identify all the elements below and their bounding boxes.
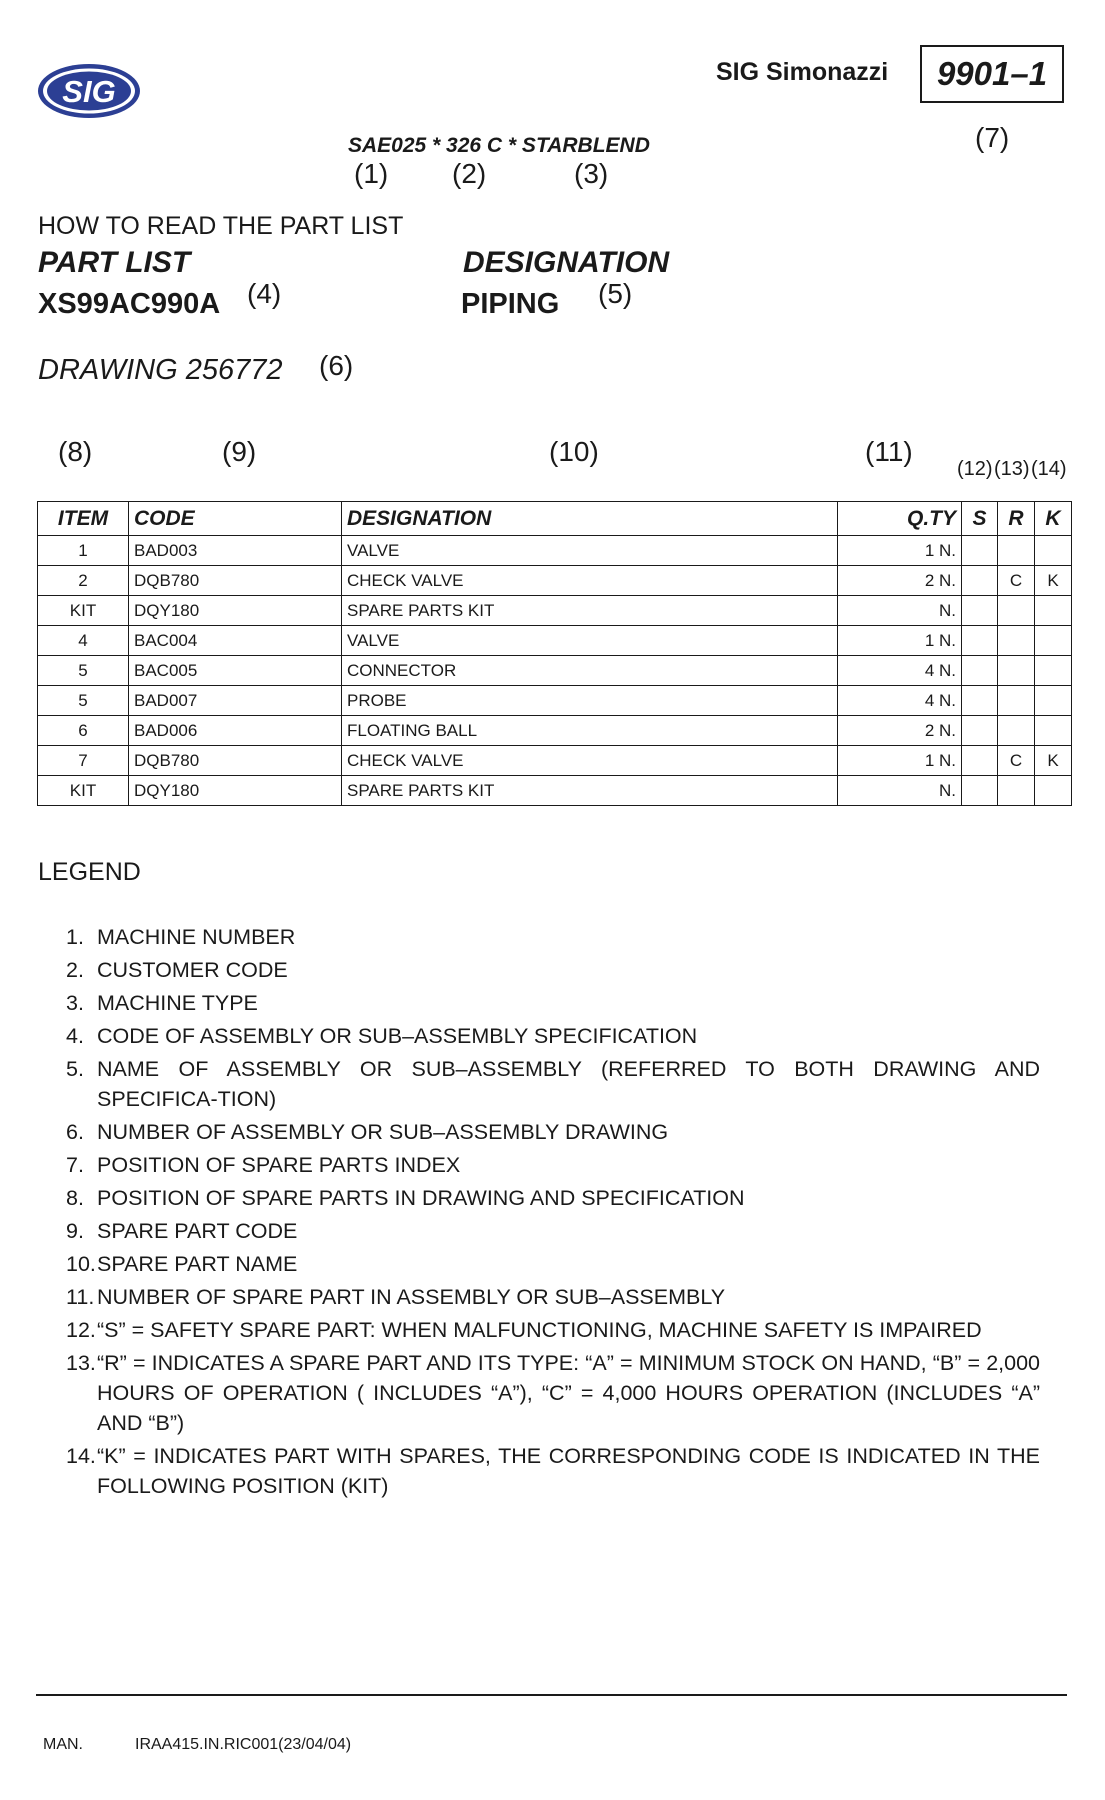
- legend-item: [66, 1282, 1040, 1312]
- legend-item-number: 2.: [66, 958, 84, 982]
- legend-title: LEGEND: [38, 858, 141, 886]
- cell-s: [962, 716, 998, 746]
- part-list-label: PART LIST: [38, 246, 191, 279]
- cell-s: [962, 656, 998, 686]
- legend-item: [66, 1216, 1040, 1246]
- table-row: [38, 536, 1072, 566]
- cell-item: KIT: [38, 776, 129, 806]
- legend-item-text: “R” = INDICATES A SPARE PART AND ITS TYPE: “A” = MINIMUM STOCK ON HAND, “B” = 2,000 HOURS OF OPERATION ( INCLUDES “A”), “C” = 4,000 HOURS OPERATION (INCLUDES “A” AND “B”): [97, 1351, 1040, 1435]
- legend-item-text: MACHINE TYPE: [97, 991, 258, 1015]
- cell-designation: CONNECTOR: [342, 656, 838, 686]
- marker-2: (2): [452, 158, 487, 189]
- cell-r: [998, 596, 1035, 626]
- legend-item-number: 4.: [66, 1024, 84, 1048]
- table-row: [38, 566, 1072, 596]
- marker-9: (9): [222, 436, 257, 467]
- cell-designation: PROBE: [342, 686, 838, 716]
- cell-r: [998, 716, 1035, 746]
- legend-item-text: POSITION OF SPARE PARTS IN DRAWING AND SPECIFICATION: [97, 1186, 745, 1210]
- cell-k: K: [1035, 746, 1072, 776]
- company-name: SIG Simonazzi: [716, 58, 889, 86]
- cell-qty: 2 N.: [838, 716, 962, 746]
- drawing-number: DRAWING 256772: [38, 354, 283, 386]
- footer-doc-code: IRAA415.IN.RIC001(23/04/04): [135, 1736, 352, 1753]
- designation-value: PIPING: [461, 288, 560, 320]
- legend-item-number: 3.: [66, 991, 84, 1015]
- cell-code: BAC005: [129, 656, 342, 686]
- cell-item: 5: [38, 686, 129, 716]
- legend-item-number: 6.: [66, 1120, 84, 1144]
- legend-item-text: POSITION OF SPARE PARTS INDEX: [97, 1153, 461, 1177]
- cell-item: 7: [38, 746, 129, 776]
- marker-12: (12): [957, 458, 993, 480]
- legend-item-number: 10.: [66, 1252, 96, 1276]
- table-row: [38, 596, 1072, 626]
- cell-qty: 1 N.: [838, 626, 962, 656]
- marker-5: (5): [598, 278, 633, 309]
- cell-qty: 1 N.: [838, 536, 962, 566]
- parts-table: [37, 501, 1072, 806]
- designation-label: DESIGNATION: [463, 246, 670, 279]
- legend-item-text: “S” = SAFETY SPARE PART: WHEN MALFUNCTIONING, MACHINE SAFETY IS IMPAIRED: [97, 1318, 982, 1342]
- cell-k: [1035, 536, 1072, 566]
- legend-item: [66, 1117, 1040, 1147]
- legend-item-text: SPARE PART CODE: [97, 1219, 298, 1243]
- table-row: [38, 776, 1072, 806]
- cell-qty: 1 N.: [838, 746, 962, 776]
- table-row: [38, 626, 1072, 656]
- cell-qty: 4 N.: [838, 656, 962, 686]
- sig-logo: [36, 62, 142, 120]
- cell-k: [1035, 626, 1072, 656]
- cell-s: [962, 626, 998, 656]
- marker-11: (11): [865, 436, 913, 467]
- cell-qty: N.: [838, 596, 962, 626]
- legend-item-number: 8.: [66, 1186, 84, 1210]
- table-header-row: [38, 502, 1072, 536]
- cell-code: BAC004: [129, 626, 342, 656]
- marker-6: (6): [319, 350, 354, 381]
- legend-item-number: 11.: [66, 1285, 95, 1309]
- cell-item: 5: [38, 656, 129, 686]
- marker-7: (7): [975, 122, 1010, 153]
- cell-s: [962, 746, 998, 776]
- marker-1: (1): [354, 158, 389, 189]
- marker-8: (8): [58, 436, 93, 467]
- cell-k: [1035, 596, 1072, 626]
- cell-item: 2: [38, 566, 129, 596]
- legend-item-number: 12.: [66, 1318, 96, 1342]
- marker-3: (3): [574, 158, 609, 189]
- cell-code: DQB780: [129, 746, 342, 776]
- legend-item: [66, 1315, 1040, 1345]
- part-list-code: XS99AC990A: [38, 288, 221, 320]
- legend-item-text: MACHINE NUMBER: [97, 925, 296, 949]
- cell-r: [998, 536, 1035, 566]
- cell-designation: SPARE PARTS KIT: [342, 776, 838, 806]
- cell-item: 6: [38, 716, 129, 746]
- logo-text: SIG: [62, 74, 116, 109]
- legend-item-number: 7.: [66, 1153, 84, 1177]
- cell-code: DQB780: [129, 566, 342, 596]
- cell-r: [998, 626, 1035, 656]
- legend-item-number: 13.: [66, 1351, 96, 1375]
- cell-s: [962, 686, 998, 716]
- cell-designation: CHECK VALVE: [342, 566, 838, 596]
- header-designation: DESIGNATION: [342, 502, 838, 536]
- cell-designation: CHECK VALVE: [342, 746, 838, 776]
- how-to-heading: HOW TO READ THE PART LIST: [38, 212, 404, 240]
- cell-code: DQY180: [129, 596, 342, 626]
- table-row: [38, 656, 1072, 686]
- legend-item: [66, 1441, 1040, 1501]
- machine-line: SAE025 * 326 C * STARBLEND: [348, 134, 650, 157]
- legend-item-text: “K” = INDICATES PART WITH SPARES, THE CORRESPONDING CODE IS INDICATED IN THE FOLLOWING POSITION (KIT): [97, 1444, 1040, 1498]
- cell-s: [962, 536, 998, 566]
- cell-k: [1035, 776, 1072, 806]
- cell-item: 1: [38, 536, 129, 566]
- header-k: K: [1035, 502, 1072, 536]
- legend-item: [66, 1183, 1040, 1213]
- cell-s: [962, 596, 998, 626]
- legend-item: [66, 1249, 1040, 1279]
- legend-item: [66, 1054, 1040, 1114]
- cell-code: BAD006: [129, 716, 342, 746]
- cell-code: BAD003: [129, 536, 342, 566]
- cell-r: [998, 656, 1035, 686]
- marker-13: (13): [994, 458, 1030, 480]
- legend-item: [66, 955, 1040, 985]
- legend-item: [66, 1021, 1040, 1051]
- table-row: [38, 716, 1072, 746]
- cell-k: K: [1035, 566, 1072, 596]
- legend-item: [66, 1348, 1040, 1438]
- header-r: R: [998, 502, 1035, 536]
- cell-qty: 4 N.: [838, 686, 962, 716]
- cell-k: [1035, 656, 1072, 686]
- legend-item: [66, 988, 1040, 1018]
- legend-item: [66, 922, 1040, 952]
- cell-r: C: [998, 566, 1035, 596]
- legend-item-text: CODE OF ASSEMBLY OR SUB–ASSEMBLY SPECIFICATION: [97, 1024, 698, 1048]
- marker-14: (14): [1031, 458, 1067, 480]
- legend-list: [66, 922, 1040, 1504]
- cell-qty: N.: [838, 776, 962, 806]
- cell-designation: FLOATING BALL: [342, 716, 838, 746]
- cell-designation: VALVE: [342, 536, 838, 566]
- cell-r: [998, 776, 1035, 806]
- cell-k: [1035, 686, 1072, 716]
- marker-10: (10): [549, 436, 599, 467]
- legend-item-number: 14.: [66, 1444, 96, 1468]
- header-s: S: [962, 502, 998, 536]
- footer-man: MAN.: [43, 1736, 83, 1753]
- legend-item-text: SPARE PART NAME: [97, 1252, 298, 1276]
- table-row: [38, 746, 1072, 776]
- cell-code: DQY180: [129, 776, 342, 806]
- cell-designation: VALVE: [342, 626, 838, 656]
- cell-r: C: [998, 746, 1035, 776]
- marker-4: (4): [247, 278, 282, 309]
- page-number-box: 9901–1: [920, 45, 1064, 103]
- header-qty: Q.TY: [838, 502, 962, 536]
- cell-k: [1035, 716, 1072, 746]
- legend-item-text: NUMBER OF ASSEMBLY OR SUB–ASSEMBLY DRAWING: [97, 1120, 669, 1144]
- legend-item-number: 5.: [66, 1057, 84, 1081]
- cell-r: [998, 686, 1035, 716]
- cell-item: 4: [38, 626, 129, 656]
- cell-s: [962, 776, 998, 806]
- legend-item-text: CUSTOMER CODE: [97, 958, 288, 982]
- cell-item: KIT: [38, 596, 129, 626]
- footer-divider: [36, 1694, 1067, 1696]
- cell-qty: 2 N.: [838, 566, 962, 596]
- legend-item: [66, 1150, 1040, 1180]
- legend-item-number: 1.: [66, 925, 84, 949]
- cell-code: BAD007: [129, 686, 342, 716]
- cell-designation: SPARE PARTS KIT: [342, 596, 838, 626]
- cell-s: [962, 566, 998, 596]
- legend-item-number: 9.: [66, 1219, 84, 1243]
- table-row: [38, 686, 1072, 716]
- legend-item-text: NAME OF ASSEMBLY OR SUB–ASSEMBLY (REFERRED TO BOTH DRAWING AND SPECIFICA-TION): [97, 1057, 1040, 1111]
- legend-item-text: NUMBER OF SPARE PART IN ASSEMBLY OR SUB–ASSEMBLY: [97, 1285, 726, 1309]
- header-code: CODE: [129, 502, 342, 536]
- header-item: ITEM: [38, 502, 129, 536]
